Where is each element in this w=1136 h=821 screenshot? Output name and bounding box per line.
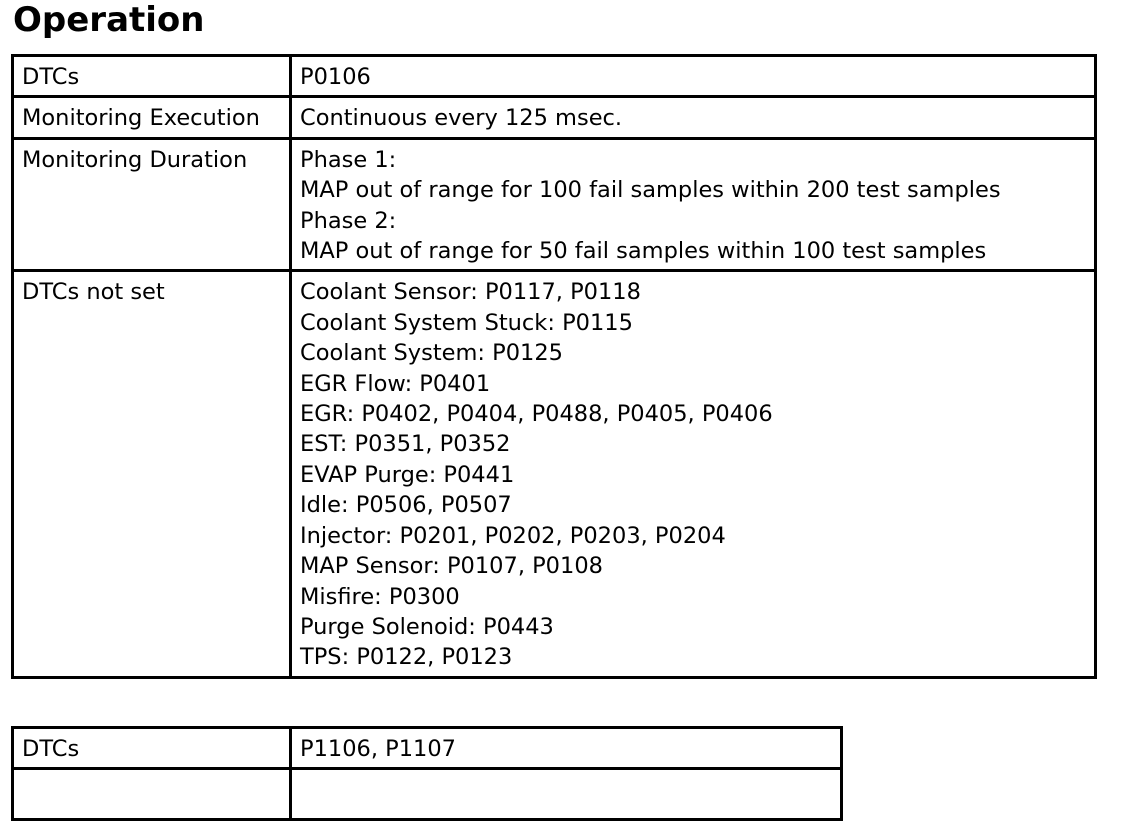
row-empty-second [14,770,840,818]
operation-table [11,54,1097,679]
dtcs-label-second: DTCs [14,729,289,767]
dtc-not-set-item: EVAP Purge: P0441 [300,461,515,488]
dtcs-value: P0106 [292,57,1094,95]
empty-cell [14,770,289,818]
dtc-not-set-item: Coolant Sensor: P0117, P0118 [300,279,641,306]
empty-cell [292,770,840,818]
dtc-not-set-item: EGR: P0402, P0404, P0488, P0405, P0406 [300,401,773,428]
dtcs-not-set-label: DTCs not set [14,272,289,675]
page-heading: Operation [13,0,205,40]
row-dtcs-not-set [14,272,1094,675]
dtc-not-set-item: Purge Solenoid: P0443 [300,613,554,640]
duration-line: Phase 2: [300,207,397,234]
duration-line: MAP out of range for 100 fail samples within 200 test samples [300,177,1001,204]
duration-line: MAP out of range for 50 fail samples within 100 test samples [300,238,987,265]
dtc-not-set-item: MAP Sensor: P0107, P0108 [300,553,603,580]
monitoring-execution-label: Monitoring Execution [14,98,289,136]
row-monitoring-duration [14,140,1094,270]
dtc-not-set-item: Misfire: P0300 [300,583,460,610]
dtcs-label: DTCs [14,57,289,95]
monitoring-duration-value [292,140,1094,270]
dtcs-value-second: P1106, P1107 [292,729,840,767]
second-dtc-table [11,726,843,821]
dtc-not-set-item: TPS: P0122, P0123 [300,644,513,671]
monitoring-duration-label: Monitoring Duration [14,140,289,270]
dtc-not-set-item: EGR Flow: P0401 [300,370,491,397]
row-monitoring-execution [14,98,1094,136]
dtc-not-set-item: Coolant System: P0125 [300,340,563,367]
dtcs-not-set-value [292,272,1094,675]
dtc-not-set-item: Coolant System Stuck: P0115 [300,309,633,336]
row-dtcs-second [14,729,840,767]
duration-line: Phase 1: [300,146,397,173]
monitoring-execution-value: Continuous every 125 msec. [292,98,1094,136]
dtc-not-set-item: Injector: P0201, P0202, P0203, P0204 [300,522,726,549]
dtc-not-set-item: Idle: P0506, P0507 [300,492,512,519]
dtc-not-set-item: EST: P0351, P0352 [300,431,511,458]
row-dtcs [14,57,1094,95]
